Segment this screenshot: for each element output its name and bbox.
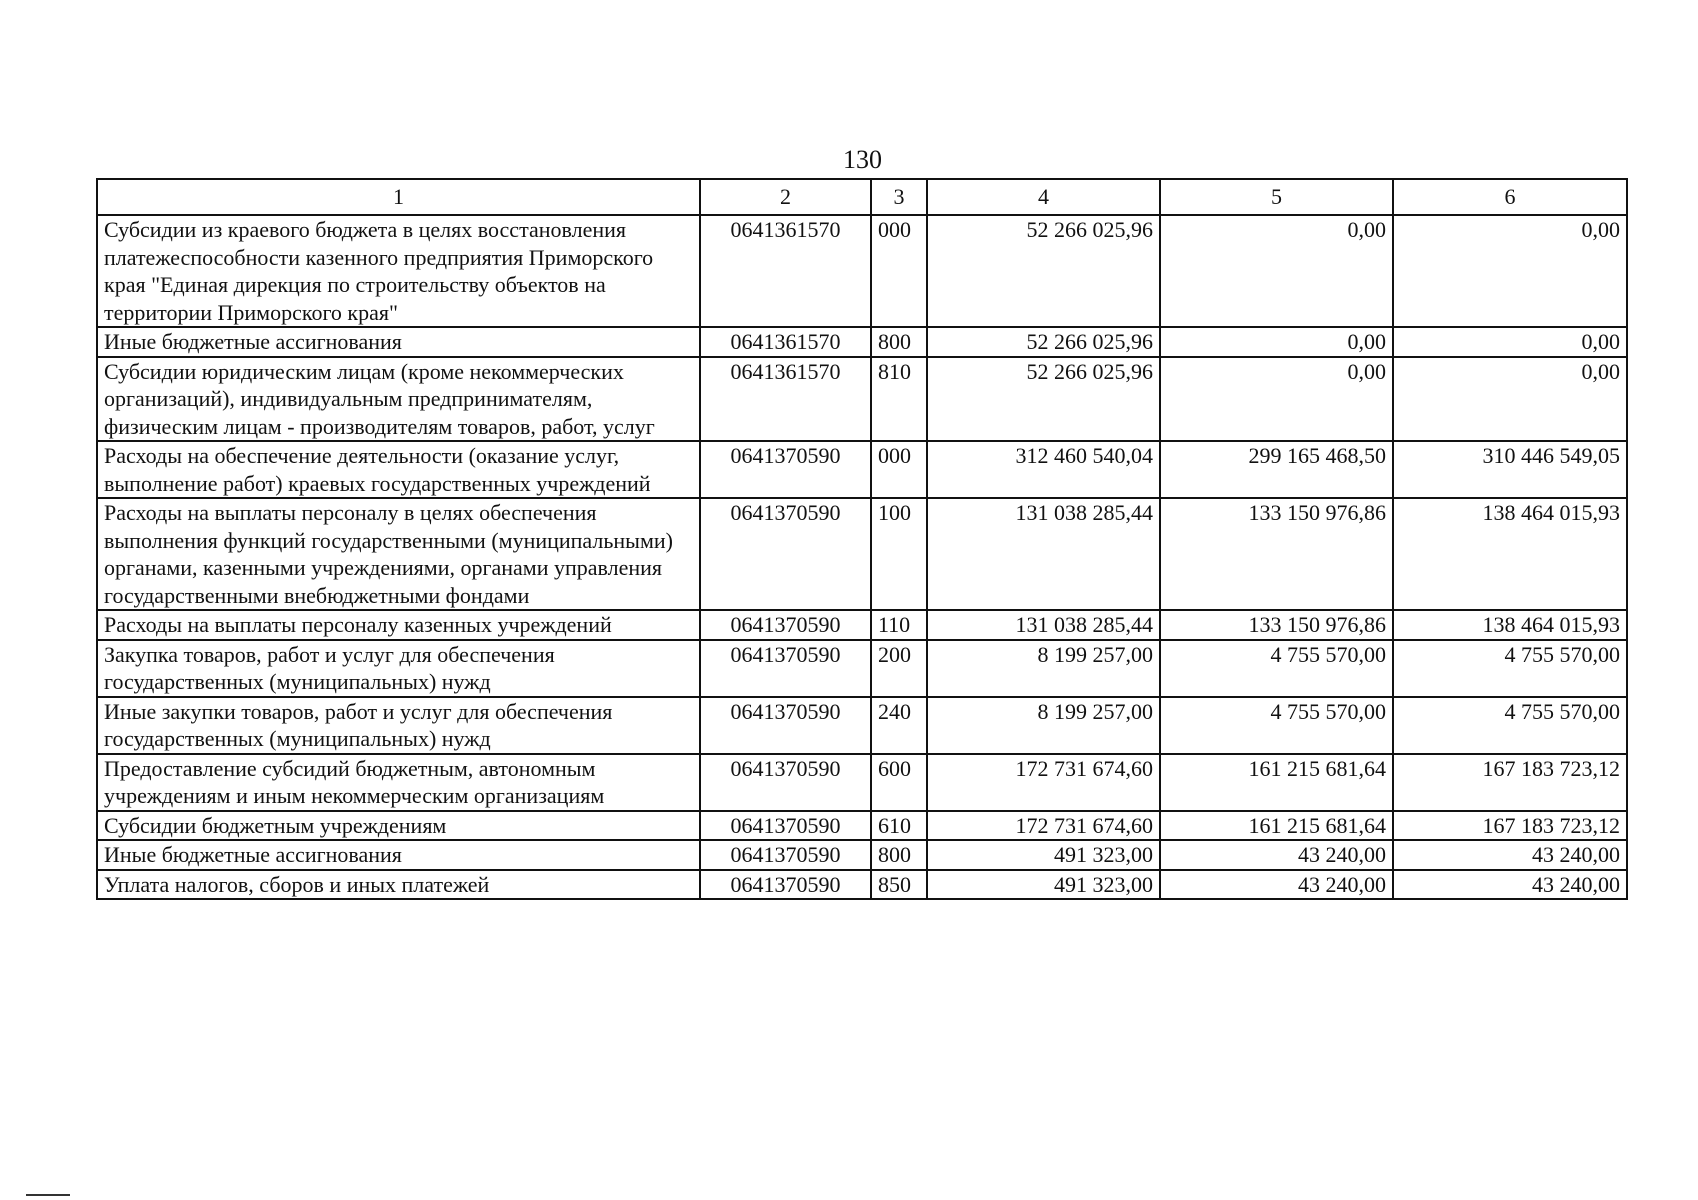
header-col-3: 3 <box>871 179 927 215</box>
row-name: Субсидии бюджетным учреждениям <box>97 811 700 841</box>
row-value-col4: 491 323,00 <box>927 840 1160 870</box>
row-name: Расходы на обеспечение деятельности (оказание услуг, выполнение работ) краевых государственных учреждений <box>97 441 700 498</box>
row-expense-type: 000 <box>871 215 927 327</box>
row-name: Расходы на выплаты персоналу казенных учреждений <box>97 610 700 640</box>
table-row <box>97 327 1627 357</box>
row-value-col5: 161 215 681,64 <box>1160 754 1393 811</box>
row-target-code: 0641370590 <box>700 840 871 870</box>
row-value-col5: 133 150 976,86 <box>1160 498 1393 610</box>
footnote-divider <box>26 1194 70 1196</box>
row-name: Субсидии из краевого бюджета в целях восстановления платежеспособности казенного предприятия Приморского края "Единая дирекция по строительству объектов на территории Приморского края" <box>97 215 700 327</box>
header-col-4: 4 <box>927 179 1160 215</box>
row-value-col5: 4 755 570,00 <box>1160 697 1393 754</box>
row-expense-type: 800 <box>871 840 927 870</box>
row-value-col5: 133 150 976,86 <box>1160 610 1393 640</box>
table-row <box>97 697 1627 754</box>
row-target-code: 0641361570 <box>700 327 871 357</box>
row-value-col6: 138 464 015,93 <box>1393 610 1627 640</box>
table-row <box>97 441 1627 498</box>
row-value-col6: 167 183 723,12 <box>1393 754 1627 811</box>
row-value-col5: 0,00 <box>1160 327 1393 357</box>
row-name: Субсидии юридическим лицам (кроме некоммерческих организаций), индивидуальным предпринимателям, физическим лицам - производителям товаров, работ, услуг <box>97 357 700 442</box>
header-col-2: 2 <box>700 179 871 215</box>
row-value-col5: 299 165 468,50 <box>1160 441 1393 498</box>
row-value-col6: 310 446 549,05 <box>1393 441 1627 498</box>
row-target-code: 0641370590 <box>700 754 871 811</box>
row-value-col5: 43 240,00 <box>1160 870 1393 900</box>
row-value-col6: 0,00 <box>1393 357 1627 442</box>
row-value-col5: 0,00 <box>1160 215 1393 327</box>
header-col-1: 1 <box>97 179 700 215</box>
row-value-col6: 43 240,00 <box>1393 870 1627 900</box>
row-expense-type: 100 <box>871 498 927 610</box>
row-value-col4: 491 323,00 <box>927 870 1160 900</box>
row-expense-type: 240 <box>871 697 927 754</box>
table-row <box>97 498 1627 610</box>
row-expense-type: 000 <box>871 441 927 498</box>
budget-table <box>96 178 1628 900</box>
row-name: Закупка товаров, работ и услуг для обеспечения государственных (муниципальных) нужд <box>97 640 700 697</box>
row-value-col4: 52 266 025,96 <box>927 357 1160 442</box>
table-row <box>97 215 1627 327</box>
row-value-col4: 172 731 674,60 <box>927 811 1160 841</box>
row-name: Иные закупки товаров, работ и услуг для обеспечения государственных (муниципальных) нужд <box>97 697 700 754</box>
row-value-col4: 52 266 025,96 <box>927 327 1160 357</box>
header-row <box>97 179 1627 215</box>
row-name: Расходы на выплаты персоналу в целях обеспечения выполнения функций государственными (муниципальными) органами, казенными учреждениями, органами управления государственными внебюджетными фондами <box>97 498 700 610</box>
row-target-code: 0641370590 <box>700 441 871 498</box>
row-value-col4: 131 038 285,44 <box>927 498 1160 610</box>
header-col-6: 6 <box>1393 179 1627 215</box>
row-value-col6: 138 464 015,93 <box>1393 498 1627 610</box>
table-row <box>97 640 1627 697</box>
table-row <box>97 357 1627 442</box>
row-value-col4: 172 731 674,60 <box>927 754 1160 811</box>
row-expense-type: 800 <box>871 327 927 357</box>
row-expense-type: 610 <box>871 811 927 841</box>
row-expense-type: 110 <box>871 610 927 640</box>
row-target-code: 0641370590 <box>700 870 871 900</box>
row-target-code: 0641370590 <box>700 811 871 841</box>
row-name: Предоставление субсидий бюджетным, автономным учреждениям и иным некоммерческим организациям <box>97 754 700 811</box>
row-target-code: 0641370590 <box>700 640 871 697</box>
row-value-col4: 312 460 540,04 <box>927 441 1160 498</box>
row-value-col6: 4 755 570,00 <box>1393 640 1627 697</box>
row-value-col5: 161 215 681,64 <box>1160 811 1393 841</box>
row-value-col5: 0,00 <box>1160 357 1393 442</box>
table-row <box>97 754 1627 811</box>
row-target-code: 0641370590 <box>700 610 871 640</box>
row-expense-type: 810 <box>871 357 927 442</box>
row-value-col4: 8 199 257,00 <box>927 697 1160 754</box>
table-row <box>97 811 1627 841</box>
page-number: 130 <box>843 145 882 174</box>
row-expense-type: 850 <box>871 870 927 900</box>
row-value-col6: 0,00 <box>1393 215 1627 327</box>
table-row <box>97 610 1627 640</box>
table-row <box>97 840 1627 870</box>
row-expense-type: 200 <box>871 640 927 697</box>
row-target-code: 0641370590 <box>700 498 871 610</box>
row-value-col6: 0,00 <box>1393 327 1627 357</box>
row-target-code: 0641370590 <box>700 697 871 754</box>
row-value-col6: 43 240,00 <box>1393 840 1627 870</box>
row-target-code: 0641361570 <box>700 215 871 327</box>
row-value-col4: 131 038 285,44 <box>927 610 1160 640</box>
table-row <box>97 870 1627 900</box>
row-name: Иные бюджетные ассигнования <box>97 840 700 870</box>
row-value-col4: 8 199 257,00 <box>927 640 1160 697</box>
row-target-code: 0641361570 <box>700 357 871 442</box>
row-expense-type: 600 <box>871 754 927 811</box>
row-value-col5: 4 755 570,00 <box>1160 640 1393 697</box>
row-value-col6: 167 183 723,12 <box>1393 811 1627 841</box>
row-value-col6: 4 755 570,00 <box>1393 697 1627 754</box>
row-value-col4: 52 266 025,96 <box>927 215 1160 327</box>
row-name: Иные бюджетные ассигнования <box>97 327 700 357</box>
row-name: Уплата налогов, сборов и иных платежей <box>97 870 700 900</box>
row-value-col5: 43 240,00 <box>1160 840 1393 870</box>
header-col-5: 5 <box>1160 179 1393 215</box>
